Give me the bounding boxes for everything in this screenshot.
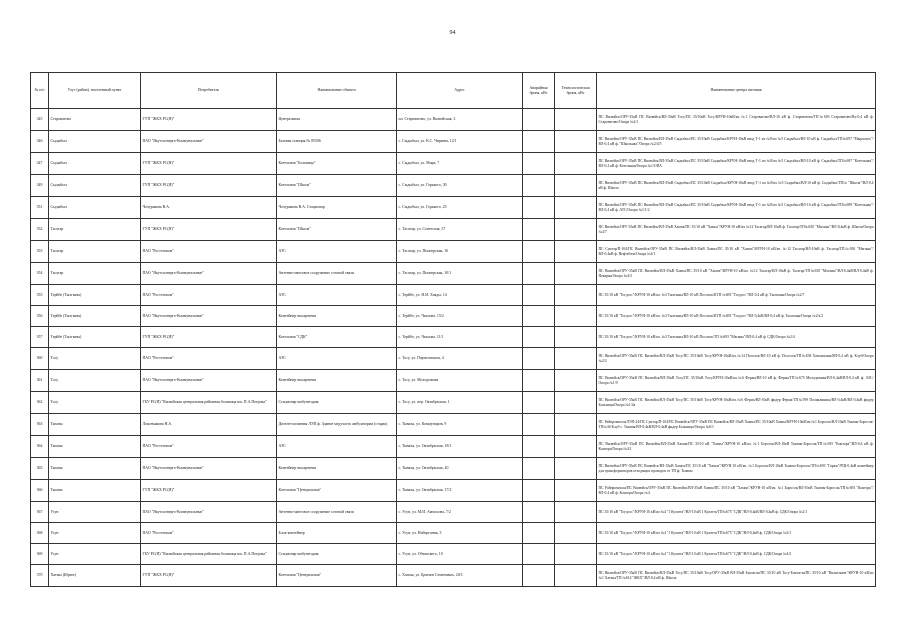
row-emergency-reserve bbox=[523, 219, 555, 241]
row-tech-reserve bbox=[555, 502, 597, 523]
row-number: 360 bbox=[31, 348, 49, 370]
row-object: Контейнер-аппаратная bbox=[277, 458, 397, 480]
table-row bbox=[31, 523, 876, 544]
row-power-center: ПС Вилюйск/ОРУ-35кВ ПС Вилюйск/ВЛ-35кВ Сыдыбыл/ПС 35/10кВ Сыдыбыл/КРУН-10кВ ввод Т-1 яч №8/яч №5 Сыдыбыл/ВЛ-10 кВ ф. Сыдыбыл/ТП№699 "Котельная"/ВЛ-0,4 кВ ф. АТС/Опора №1/1/2 bbox=[597, 197, 876, 219]
table-row bbox=[31, 306, 876, 327]
row-tech-reserve bbox=[555, 153, 597, 175]
table-row bbox=[31, 414, 876, 436]
row-tech-reserve bbox=[555, 414, 597, 436]
row-emergency-reserve bbox=[523, 502, 555, 523]
row-consumer: ГУП "ЖКХ РС(Я)" bbox=[141, 565, 277, 587]
header-address: Адрес bbox=[397, 73, 523, 109]
row-emergency-reserve bbox=[523, 327, 555, 348]
row-power-center: ПС Вилюйск/ОРУ-35кВ ПС Вилюйск/ВЛ-35кВ Сыдыбыл/ПС 35/10кВ Сыдыбыл/КРУН-10кВ ввод Т-1 яч №8/яч №5 Сыдыбыл/ВЛ-10 кВ ф. Сыдыбыл/ТП№ "Школа"/ВЛ-0,4 кВ ф. Школа bbox=[597, 175, 876, 197]
row-tech-reserve bbox=[555, 392, 597, 414]
row-tech-reserve bbox=[555, 285, 597, 306]
row-emergency-reserve bbox=[523, 241, 555, 263]
row-consumer: ГУП "ЖКХ РС(Я)" bbox=[141, 480, 277, 502]
row-tech-reserve bbox=[555, 197, 597, 219]
row-emergency-reserve bbox=[523, 436, 555, 458]
row-address: с. Тымпы, ул. Октябрьская, 18/1 bbox=[397, 436, 523, 458]
row-object: Котельная "Школа" bbox=[277, 175, 397, 197]
row-tech-reserve bbox=[555, 565, 597, 587]
table-row bbox=[31, 109, 876, 131]
row-power-center: ПС 35/10 кВ "Тогдсос"/КРУН-10 кВ/яч. №3 Тылгыны/ВЛ-10 кВ Посолок/ТП №693 "Маганы"/ВЛ-0,4 кВ ф. СДК/Опора №2/4 bbox=[597, 327, 876, 348]
table-body bbox=[31, 109, 876, 587]
row-tech-reserve bbox=[555, 175, 597, 197]
table-row bbox=[31, 348, 876, 370]
row-address: с. Усун, ул. Объекского, 10 bbox=[397, 544, 523, 565]
row-object: АТС bbox=[277, 436, 397, 458]
row-ulus: Тымпы bbox=[49, 480, 141, 502]
row-object: Котельная "Больница" bbox=[277, 153, 397, 175]
row-consumer: ПАО "Ростелеком" bbox=[141, 436, 277, 458]
row-emergency-reserve bbox=[523, 109, 555, 131]
row-emergency-reserve bbox=[523, 392, 555, 414]
row-address: с. Тымпы, ул. Октябрьская, 40 bbox=[397, 458, 523, 480]
row-emergency-reserve bbox=[523, 458, 555, 480]
table-row bbox=[31, 197, 876, 219]
row-object: Котельная "Школа" bbox=[277, 219, 397, 241]
header-ulus: Улус (район), населенный пункт bbox=[49, 73, 141, 109]
row-emergency-reserve bbox=[523, 370, 555, 392]
row-ulus: Тосу bbox=[49, 392, 141, 414]
row-ulus: Сыдыбыл bbox=[49, 197, 141, 219]
row-power-center: ПС 35/10 кВ "Тогдсос"/КРУН-10 кВ/яч №4 "1 Кулатта"/ВЛ-10 кВ 1 Кулатта/ТП№675 "СДК"/ВЛ-0,4кВ/ВЛ-0,4кВ ф. СДК/Опора №2/1 bbox=[597, 502, 876, 523]
table-header-row bbox=[31, 73, 876, 109]
row-number: 356 bbox=[31, 306, 49, 327]
row-ulus: Сыдыбыл bbox=[49, 131, 141, 153]
table-row bbox=[31, 392, 876, 414]
row-ulus: Терйбе (Тылгыны) bbox=[49, 306, 141, 327]
row-power-center: ПС Вилюйск/ОРУ-35кВ ПС Вилюйск/ВЛ-35кВ Тосу/ПС 35/10кВ Тосу/ОРУ-35кВ ВЛ-35кВ Бэкчэгэн/ПС 35/10 кВ Тосу-Бэкчэгэн/ПС 35/10 кВ "Вилигинов"/КРУН-10 кВ/яч №1 Хатыы/ТП №614 "ЖКХ"/ВЛ-0,4 кВ ф. Школа bbox=[597, 565, 876, 587]
row-ulus: Тымпы bbox=[49, 458, 141, 480]
table-row bbox=[31, 285, 876, 306]
row-address: ил. Староватово, ул. Вилюйская, 3 bbox=[397, 109, 523, 131]
row-ulus: Сыдыбыл bbox=[49, 153, 141, 175]
row-consumer: ПАО "Ростелеком" bbox=[141, 285, 277, 306]
row-number: 368 bbox=[31, 523, 49, 544]
row-object: Котельная "Центральная" bbox=[277, 565, 397, 587]
row-power-center: ПС Райпромполя/ПС Вилюйск/ОРУ-35кВ ПС Вилюйск/ВЛ-35кВ Хампа/ПС 35/10 кВ "Хампа"/КРУН-10 кВ/яч. №1 Боросок/ВЛ-10кВ Тымпы-Боросок/ТП№693 "Контора"/ВЛ-0,4 кВ ф. Контора/Опора №4 bbox=[597, 480, 876, 502]
row-tech-reserve bbox=[555, 263, 597, 285]
row-object: Блок-контейнер bbox=[277, 523, 397, 544]
row-consumer: ПАО "Якутскэнерго-Коммунальные" bbox=[141, 306, 277, 327]
row-address: с. Тасагар, ул. Пионерская, 10/1 bbox=[397, 263, 523, 285]
row-object: АТС bbox=[277, 348, 397, 370]
row-consumer: ГУП "ЖКХ РС(Я)" bbox=[141, 219, 277, 241]
row-ulus: Тосу bbox=[49, 348, 141, 370]
row-tech-reserve bbox=[555, 306, 597, 327]
row-number: 365 bbox=[31, 458, 49, 480]
row-tech-reserve bbox=[555, 109, 597, 131]
row-tech-reserve bbox=[555, 544, 597, 565]
row-power-center: ПС 35/10 кВ "Тогдсос"/КРУН-10 кВ/яч. №3 Тылгыны/ВЛ-10 кВ Посолок/КТП №693 "Тогдсос"/ВЛ-0,4кВ/ВЛ-0,4 кВ ф. Тылгыны/Опора №2/а/2 bbox=[597, 306, 876, 327]
row-ulus: Хатыы (Юрюе) bbox=[49, 565, 141, 587]
row-consumer: ПАО "Ростелеком" bbox=[141, 523, 277, 544]
row-consumer: ПАО "Якутскэнерго-Коммунальные" bbox=[141, 458, 277, 480]
row-power-center: ПС Вилюйск/ОРУ-35кВ ПС Вилюйск/ВЛ-35кВ Хампа/ПС 35/10 кВ "Хампа"/КРУН-10 кВ/яч №12 Тасагар/ВЛ-10кВ ф. Тасагар/ТП№650 "Маганы"/ВЛ-0,4кВ ф. Школа/Опора №4/7 bbox=[597, 219, 876, 241]
row-number: 370 bbox=[31, 565, 49, 587]
row-ulus: Усун bbox=[49, 502, 141, 523]
row-number: 366 bbox=[31, 480, 49, 502]
row-consumer: ГУП "ЖКХ РС(Я)" bbox=[141, 175, 277, 197]
row-address: с. Сыдыбыл, ул. Горького, 25 bbox=[397, 197, 523, 219]
row-emergency-reserve bbox=[523, 197, 555, 219]
row-number: 362 bbox=[31, 392, 49, 414]
table-row bbox=[31, 327, 876, 348]
row-object: АТС bbox=[277, 241, 397, 263]
row-address: с. Тосу, ул. Молодежная bbox=[397, 370, 523, 392]
row-power-center: ПС Вилюйск/ОРУ-35кВ ПС Вилюйск/ВЛ-35кВ Хампа/ПС 35/10 кВ "Хампа"/КРУН-10 кВ/яч. №1 Боросок/ВЛ-10кВ Тымпы-Боросок/ТП№695 "Контора"/ВЛ-0,4 кВ ф. Контора/Опора №4/1 bbox=[597, 436, 876, 458]
row-consumer: Локонъякова Н.А. bbox=[141, 414, 277, 436]
table-row bbox=[31, 565, 876, 587]
row-address: с. Тосу, ул. Партизанская, 4 bbox=[397, 348, 523, 370]
row-emergency-reserve bbox=[523, 263, 555, 285]
row-object: Антенно-мачтовое сооружение сотовой связи bbox=[277, 502, 397, 523]
row-ulus: Тасагар bbox=[49, 263, 141, 285]
power-supply-table bbox=[30, 72, 876, 587]
row-power-center: ПС 35/10 кВ "Тогдсос"/КРУН-10 кВ/яч №4 "1 Кулатта"/ВЛ-10 кВ 1 Кулатта/ТП№675 "СДК"/ВЛ-0,4кВ ф. СДК/Опора №4/2 bbox=[597, 544, 876, 565]
row-tech-reserve bbox=[555, 370, 597, 392]
row-power-center: ПС Вилюйск/ОРУ-35кВ ПС Вилюйск/ВЛ-35кВ Сыдыбыл/ПС 35/10кВ Сыдыбыл/КРУН-10кВ ввод Т-1 яч №8/яч №5 Сыдыбыл/ВЛ-10 кВ ф. Сыдыбыл/ТП№697 "Котельная"/ВЛ-0,4 кВ ф. Котельная/Опора №1/ОПА bbox=[597, 153, 876, 175]
table-row bbox=[31, 219, 876, 241]
row-ulus: Терйбе (Тылгыны) bbox=[49, 327, 141, 348]
table-row bbox=[31, 131, 876, 153]
row-ulus: Терйбе (Тылгыны) bbox=[49, 285, 141, 306]
header-number: № п/п bbox=[31, 73, 49, 109]
header-object: Наименование объекта bbox=[277, 73, 397, 109]
row-number: 361 bbox=[31, 370, 49, 392]
header-tech-reserve: Технологическая броня, кВт bbox=[555, 73, 597, 109]
row-object: Котельная "Центральная" bbox=[277, 480, 397, 502]
table-row bbox=[31, 241, 876, 263]
row-ulus: Тасагар bbox=[49, 241, 141, 263]
row-address: с. Сыдыбыл, ул. К.С. Чиряева, 12/1 bbox=[397, 131, 523, 153]
row-emergency-reserve bbox=[523, 414, 555, 436]
row-power-center: ПС Вилюйск/ОРУ-35кВ ПС Вилюйск/ВЛ-35кВ Хампа/ПС 35/10 кВ "Хампа"/КРУН-10 кВ/яч. №12 Тасагар/ВЛ-10кВ ф. Тасагар/ТП№650 "Маганы"/ВЛ-0,4кВ/ВЛ-0,4кВ ф. Пекарня/Опора №4/3 bbox=[597, 263, 876, 285]
row-power-center: ПС Вилюйск/ОРУ-35кВ ПС Вилюйск/ВЛ-35кВ Тосу/ПС 35/10кВ Тосу/КРУН-10кВ/яч.№6 Ферма/ВЛ-10кВ фидер Ферма/ТП№599 Поликлиника/ВЛ-0,4кВ/ВЛ-0,4кВ фидер Больница/Опора №1/4а bbox=[597, 392, 876, 414]
table-row bbox=[31, 502, 876, 523]
header-emergency-reserve: Аварийная броня, кВт bbox=[523, 73, 555, 109]
row-emergency-reserve bbox=[523, 544, 555, 565]
row-number: 354 bbox=[31, 263, 49, 285]
row-number: 347 bbox=[31, 153, 49, 175]
table-row bbox=[31, 175, 876, 197]
table-row bbox=[31, 544, 876, 565]
row-number: 345 bbox=[31, 109, 49, 131]
row-tech-reserve bbox=[555, 241, 597, 263]
row-number: 364 bbox=[31, 436, 49, 458]
row-address: с. Хатыы, ул. Братьев Семеновых, 20/1 bbox=[397, 565, 523, 587]
row-number: 369 bbox=[31, 544, 49, 565]
row-consumer: ПАО "Якутскэнерго-Коммунальные" bbox=[141, 263, 277, 285]
row-number: 363 bbox=[31, 414, 49, 436]
header-power-center: Наименование центра питания bbox=[597, 73, 876, 109]
row-consumer: ПАО "Якутскэнерго-Коммунальные" bbox=[141, 502, 277, 523]
row-number: 355 bbox=[31, 285, 49, 306]
row-number: 357 bbox=[31, 327, 49, 348]
table-row bbox=[31, 436, 876, 458]
row-tech-reserve bbox=[555, 348, 597, 370]
row-address: с. Тасагар, ул. Пионерская, 16 bbox=[397, 241, 523, 263]
row-power-center: ПС Сунтар/П-104/ПС Вилюйск/ОРУ-35кВ ПС Вилюйск/ВЛ-35кВ Хампа/ПС 35/10 кВ "Хампа"/КРУН-10 кВ/яч. №12 Тасагар/ВЛ-10кВ ф. Тасагар/ТП№650 "Маганы"/ВЛ-0,4кВ ф. Нефтебаза/Опора №4/1 bbox=[597, 241, 876, 263]
row-power-center: ПС Вилюйск/ОРУ-35кВ ПС Вилюйск/ВЛ-35кВ Тосу/ПС 35/10кВ Тосу/КРУН-10кВ/яч.№1 Староватово/ВЛ-10 кВ ф. Староватово/ТП№603 Староватово/Вл-0,4 кВ ф. Староватово/Опора №2/1 bbox=[597, 109, 876, 131]
row-ulus: Староватово bbox=[49, 109, 141, 131]
row-consumer: ГУП "ЖКХ РС(Я)" bbox=[141, 153, 277, 175]
row-power-center: ПС Вилюйск/ОРУ-35кВ ПС Вилюйск/ВЛ-35кВ Тосу/ПС 35/10кВ Тосу/КРУН-10кВ/яч.№14 Посолок/ВЛ-10 кВ ф. Посолок/ТП№638 Хатынгыны/ВЛ-0,4 кВ ф. Клуб/Опора №2/2 bbox=[597, 348, 876, 370]
row-consumer: ГБУ РС(Я) "Вилюйская центральная районная больница им. П.А.Петрова" bbox=[141, 544, 277, 565]
row-power-center: ПС 35/10 кВ "Тогдсос"/КРУН-10 кВ/яч. №3 Тылгыны/ВЛ-10 кВ Посолок/КТП №693 "Тогдсос"/ВЛ-0,4 кВ ф. Тылгыны/Опора №2/7 bbox=[597, 285, 876, 306]
row-object: Котельная "СДК" bbox=[277, 327, 397, 348]
row-power-center: ПС Вилюйск/ОРУ-35кВ ПС Вилюйск/ВЛ-35кВ Хампа/ПС 35/10 кВ "Хампа"/КРУН-10 кВ/яч. №1 Боросок/ВЛ-10кВ Тымпы-Боросок/ТП№693 "Гараж"/РЩ-0,4кВ контейнер для трансформаторов отходящих проводов от ТП ф. Тымпы bbox=[597, 458, 876, 480]
row-address: с. Терйбе, ул. Чкалова, 15/2 bbox=[397, 306, 523, 327]
row-consumer: ПАО "Якутскэнерго-Коммунальные" bbox=[141, 131, 277, 153]
row-object: Стационар-амбулатория bbox=[277, 392, 397, 414]
table-row bbox=[31, 370, 876, 392]
table-row bbox=[31, 153, 876, 175]
row-object: АТС bbox=[277, 285, 397, 306]
row-ulus: Тымпы bbox=[49, 414, 141, 436]
row-object: Базовая станция № 85506 bbox=[277, 131, 397, 153]
row-address: с. Усун, ул. М.И. Аммосова, 7/2 bbox=[397, 502, 523, 523]
row-number: 352 bbox=[31, 219, 49, 241]
row-ulus: Тасагар bbox=[49, 219, 141, 241]
row-object: Дизелетопливная ЛЭП ф. Здание медучасть амбулатории (старая) bbox=[277, 414, 397, 436]
row-consumer: Чочуракова В.А. bbox=[141, 197, 277, 219]
row-address: с. Терйбе, ул. Чкалова, 11/1 bbox=[397, 327, 523, 348]
row-number: 351 bbox=[31, 197, 49, 219]
row-emergency-reserve bbox=[523, 153, 555, 175]
row-number: 367 bbox=[31, 502, 49, 523]
row-object: Стационар-амбулатория bbox=[277, 544, 397, 565]
row-ulus: Тосу bbox=[49, 370, 141, 392]
row-consumer: ГБУ РС(Я) "Вилюйская центральная районная больница им. П.А.Петрова" bbox=[141, 392, 277, 414]
row-object: Контейнер-аппаратная bbox=[277, 306, 397, 327]
row-ulus: Тымпы bbox=[49, 436, 141, 458]
row-tech-reserve bbox=[555, 327, 597, 348]
row-object: Чочуракова В.А. Стационар bbox=[277, 197, 397, 219]
row-ulus: Сыдыбыл bbox=[49, 175, 141, 197]
row-tech-reserve bbox=[555, 523, 597, 544]
row-tech-reserve bbox=[555, 436, 597, 458]
row-power-center: ПС 35/10 кВ "Тогдсос"/КРУН-10 кВ/яч №4 "1 Кулатта"/ВЛ-10 кВ 1 Кулатта/ТП№675 "СДК"/ВЛ-0,4кВ ф. СДК/Опора №2/1 bbox=[597, 523, 876, 544]
row-number: 353 bbox=[31, 241, 49, 263]
row-address: с. Тымпы, ул. Коммунаров, 9 bbox=[397, 414, 523, 436]
page-number: 94 bbox=[449, 30, 456, 36]
row-tech-reserve bbox=[555, 131, 597, 153]
row-object: Центральная bbox=[277, 109, 397, 131]
row-emergency-reserve bbox=[523, 175, 555, 197]
row-emergency-reserve bbox=[523, 348, 555, 370]
row-emergency-reserve bbox=[523, 285, 555, 306]
row-consumer: ПАО "Якутскэнерго-Коммунальные" bbox=[141, 370, 277, 392]
row-tech-reserve bbox=[555, 219, 597, 241]
row-address: с. Терйбе, ул. Н.И. Хаяды, 14 bbox=[397, 285, 523, 306]
row-tech-reserve bbox=[555, 458, 597, 480]
row-address: с. Сыдыбыл, ул. Горького, 30 bbox=[397, 175, 523, 197]
row-address: с. Тосу, ул. пер. Октябрьская, 1 bbox=[397, 392, 523, 414]
row-number: 346 bbox=[31, 131, 49, 153]
row-number: 349 bbox=[31, 175, 49, 197]
row-power-center: ПС Вилюйск/ОРУ-35кВ ПС Вилюйск/ВЛ-35кВ Сыдыбыл/ПС 35/10кВ Сыдыбыл/КРУН-10кВ ввод Т-1 яч №8/яч №5 Сыдыбыл/ВЛ-10 кВ ф. Сыдыбыл/ТП№697 "Мыраолох"/ВЛ-0,4 кВ ф. "Школьная"/Опора №2/4/5 bbox=[597, 131, 876, 153]
table-row bbox=[31, 480, 876, 502]
row-emergency-reserve bbox=[523, 306, 555, 327]
table-row bbox=[31, 458, 876, 480]
row-emergency-reserve bbox=[523, 565, 555, 587]
row-emergency-reserve bbox=[523, 523, 555, 544]
row-consumer: ПАО "Ростелеком" bbox=[141, 348, 277, 370]
table-row bbox=[31, 263, 876, 285]
row-consumer: ГУП "ЖКХ РС(Я)" bbox=[141, 109, 277, 131]
row-address: с. Тасагар, ул. Советская, 37 bbox=[397, 219, 523, 241]
row-power-center: ПС Райпромполя/ЛЭП-24/ПС Сунтар/П-104/ПС Вилюйск/ОРУ-35кВ ПС Вилюйск/ВЛ-35кВ Хампа/ПС 35/10кВ Хампа/КРУН-10кВ/яч.№1 Боросок/ВЛ-10кВ Тымпы-Боросок/ТП№36 Клуб с. Тымпы/ВЛ-0,4кВ/ВЛ-0,4кВ фидер Больница/Опора №6/1 bbox=[597, 414, 876, 436]
header-consumer: Потребитель bbox=[141, 73, 277, 109]
row-ulus: Усун bbox=[49, 523, 141, 544]
row-object: Антенно-мачтовое сооружение сотовой связи bbox=[277, 263, 397, 285]
row-consumer: ГУП "ЖКХ РС(Я)" bbox=[141, 327, 277, 348]
row-address: с. Сыдыбыл, ул. Мира, 7 bbox=[397, 153, 523, 175]
row-address: с. Тымпы, ул. Октябрьская, 17/2 bbox=[397, 480, 523, 502]
row-power-center: ПС Вилюйск/ОРУ-35кВ ПС Вилюйск/ВЛ-35кВ Тосу/ПС 35/10кВ Тосу/КРУН-10кВ/яч.№6 Ферма/ВЛ-10 кВ ф. Ферма/ТП№675 Молодежная/ВЛ-0,4кВ/ВЛ-0,4 кВ ф. АЗС/Опора №1/9 bbox=[597, 370, 876, 392]
row-consumer: ПАО "Ростелеком" bbox=[141, 241, 277, 263]
row-object: Контейнер-аппаратная bbox=[277, 370, 397, 392]
row-emergency-reserve bbox=[523, 131, 555, 153]
row-emergency-reserve bbox=[523, 480, 555, 502]
row-tech-reserve bbox=[555, 480, 597, 502]
row-address: с. Усун, ул. Нибергания, 3 bbox=[397, 523, 523, 544]
row-ulus: Усун bbox=[49, 544, 141, 565]
